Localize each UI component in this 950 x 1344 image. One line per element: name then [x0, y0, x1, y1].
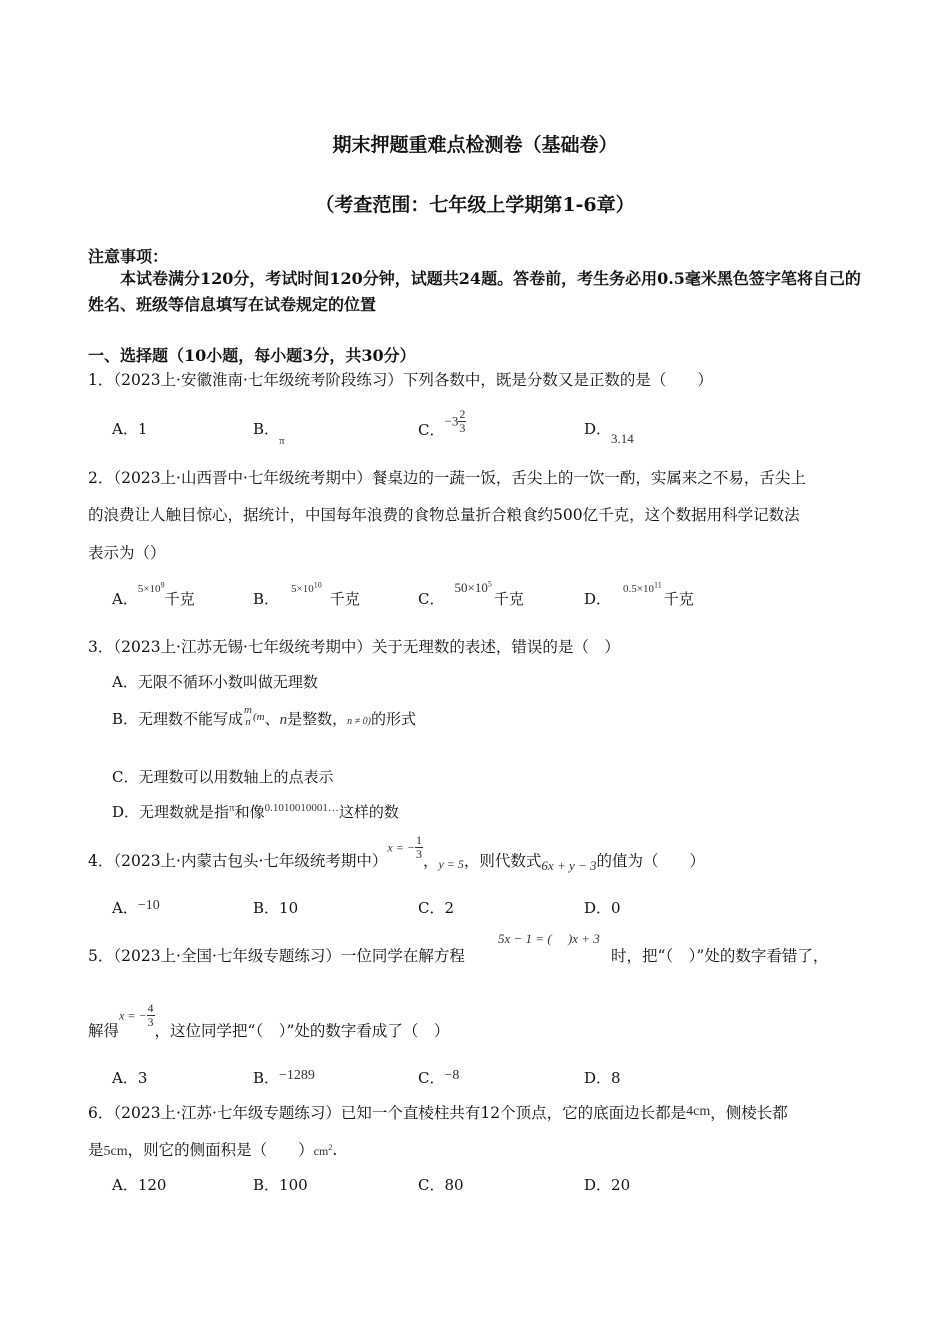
q6-mid-1: ，侧棱长都	[710, 1104, 788, 1122]
question-1-stem: 1．（2023上·安徽淮南·七年级统考阶段练习）下列各数中，既是分数又是正数的是（ ）	[88, 371, 713, 389]
q6-length-2: 5cm	[103, 1144, 128, 1159]
q5-x-eq: x = −	[119, 1008, 147, 1023]
question-2-line-3: 表示为（）	[88, 544, 166, 562]
q6-line-2-mid: ，则它的侧面积是（ ）	[127, 1141, 314, 1159]
q2-option-b-math	[291, 580, 322, 595]
q5-x-denominator: 3	[147, 1015, 154, 1029]
q5-option-d: D．8	[584, 1069, 621, 1087]
q2-option-c-unit: 千克	[493, 590, 524, 608]
q6-option-a: A．120	[112, 1176, 167, 1194]
q3-option-c: C．无理数可以用数轴上的点表示	[112, 768, 334, 786]
q3-option-b	[112, 704, 416, 728]
q3-option-d-post: 这样的数	[338, 803, 399, 821]
q2-option-b-label: B．	[253, 590, 280, 608]
q4-option-a-label: A．	[112, 899, 138, 917]
q3-option-b-paren: (m	[252, 711, 265, 723]
q2-option-a-label: A．	[112, 590, 138, 608]
q3-option-b-condition: n ≠ 0)	[347, 716, 371, 727]
q3-option-d-mid: 和像	[234, 803, 265, 821]
q5-line-2-pre: 解得	[88, 1021, 120, 1040]
q6-option-b: B．100	[253, 1176, 308, 1194]
q2-option-c-label: C．	[418, 590, 445, 608]
q2-option-d	[584, 576, 694, 608]
q4-option-d: D．0	[584, 899, 621, 917]
q2-option-b	[253, 576, 360, 608]
q2-c-exponent: 5	[487, 579, 492, 589]
q4-x-eq: x = −	[387, 840, 415, 855]
page-subtitle: （考查范围：七年级上学期第1-6章）	[315, 194, 635, 216]
q1-option-c	[418, 407, 466, 439]
q1-option-b-label: B．	[253, 420, 280, 438]
q3-option-b-fraction	[243, 704, 253, 728]
q1-c-numerator: 2	[459, 407, 466, 421]
question-4-stem	[88, 833, 706, 873]
q3-option-b-pre: B．无理数不能写成	[112, 710, 244, 728]
q2-option-b-unit: 千克	[329, 590, 360, 608]
q4-option-b: B．10	[253, 899, 299, 917]
q5-option-b	[253, 1063, 315, 1087]
q5-equation: 5x − 1 = ( )x + 3	[498, 931, 600, 946]
section-heading: 一、选择题（10小题，每小题3分，共30分）	[88, 346, 416, 365]
q2-b-base: 5×10	[291, 583, 314, 595]
q5-option-b-math: −1289	[279, 1068, 315, 1083]
q5-option-c-label: C．	[418, 1069, 445, 1087]
q3-option-b-post: 的形式	[370, 710, 416, 728]
q6-unit-base: cm	[313, 1144, 329, 1158]
q4-post: 的值为（ ）	[596, 851, 706, 870]
q2-option-a-unit: 千克	[164, 590, 195, 608]
q4-option-c: C．2	[418, 899, 455, 917]
q3-option-b-mid-2: 是整数，	[287, 710, 348, 728]
q4-mid: ，则代数式	[463, 851, 542, 870]
q1-option-c-fraction	[458, 408, 466, 435]
q5-option-c-math: −8	[444, 1068, 460, 1083]
q6-unit-exponent: 2	[328, 1143, 333, 1152]
question-2-line-2: 的浪费让人触目惊心，据统计，中国每年浪费的食物总量折合粮食约500亿千克，这个数据用科学记数法	[88, 506, 800, 524]
q4-option-a-math: −10	[137, 898, 160, 913]
notice-heading: 注意事项：	[88, 247, 169, 266]
q5-option-c	[418, 1063, 460, 1087]
q1-option-c-int: −3	[444, 413, 459, 429]
q6-pre: 6．（2023上·江苏·七年级专题练习）已知一个直棱柱共有12个顶点，它的底面边长都是	[88, 1104, 687, 1122]
q1-option-d-math: 3.14	[611, 431, 634, 446]
question-5-line-1-post: 时，把“（ ）”处的数字看错了，	[611, 947, 829, 965]
question-5-line-2	[88, 1001, 450, 1040]
q2-c-base: 50×10	[454, 580, 488, 595]
q3-b-denominator: n	[245, 716, 251, 728]
q1-option-b	[253, 418, 285, 447]
q3-option-d-pi: π	[229, 802, 235, 814]
question-3-stem: 3．（2023上·江苏无锡·七年级统考期中）关于无理数的表述，错误的是（ ）	[88, 638, 620, 656]
q6-option-c: C．80	[418, 1176, 464, 1194]
q4-x-numerator: 1	[415, 833, 422, 847]
q2-option-a-math	[137, 580, 165, 595]
q1-option-a: A．1	[112, 420, 148, 438]
q2-option-d-unit: 千克	[663, 590, 694, 608]
q5-line-2-post: ，这位同学把“（ ）”处的数字看成了（ ）	[154, 1021, 450, 1040]
q1-option-d	[584, 418, 634, 446]
q4-expression: 6x + y − 3	[541, 857, 597, 873]
q2-a-exponent: 9	[160, 580, 165, 590]
q4-y-eq: y = 5	[438, 856, 464, 871]
page-title: 期末押题重难点检测卷（基础卷）	[332, 134, 618, 156]
q6-line-2-pre: 是	[88, 1141, 104, 1159]
q6-option-d: D．20	[584, 1176, 631, 1194]
q4-comma: ，	[422, 851, 439, 870]
q2-option-d-math	[623, 580, 662, 595]
q2-d-base: 0.5×10	[623, 583, 654, 595]
q5-option-b-label: B．	[253, 1069, 280, 1087]
q4-x-fraction	[415, 834, 423, 861]
q4-pre: 4．（2023上·内蒙古包头·七年级统考期中）	[88, 851, 388, 870]
q3-option-a: A．无限不循环小数叫做无理数	[112, 673, 318, 691]
q2-b-exponent: 10	[313, 580, 322, 590]
q3-option-d-pre: D．无理数就是指	[112, 803, 230, 821]
q6-length-1: 4cm	[686, 1104, 711, 1119]
q2-option-a	[112, 576, 195, 608]
q3-option-d-number: 0.1010010001…	[264, 802, 339, 814]
question-6-line-2	[88, 1138, 337, 1160]
q5-x-numerator: 4	[147, 1001, 154, 1015]
q2-d-exponent: 11	[654, 580, 662, 590]
question-5-line-1-pre: 5．（2023上·全国·七年级专题练习）一位同学在解方程	[88, 947, 465, 965]
q3-b-numerator: m	[244, 704, 252, 716]
q2-a-base: 5×10	[137, 583, 161, 595]
q3-option-d	[112, 801, 399, 822]
notice-body: 本试卷满分120分，考试时间120分钟，试题共24题。答卷前，考生务必用0.5毫米黑色签字笔将自己的姓名、班级等信息填写在试卷规定的位置	[88, 269, 861, 314]
q3-option-b-n: n	[279, 712, 288, 728]
q4-option-a	[112, 893, 160, 917]
q6-unit	[314, 1144, 333, 1158]
q1-option-c-label: C．	[418, 420, 445, 439]
q6-end: .	[332, 1141, 338, 1159]
q1-option-b-math: π	[279, 435, 285, 447]
q1-option-d-label: D．	[584, 420, 612, 438]
q1-c-denominator: 3	[459, 421, 466, 435]
q4-x-denominator: 3	[415, 847, 422, 861]
q3-option-b-mid-1: 、	[264, 710, 280, 728]
q5-option-a: A．3	[112, 1069, 148, 1087]
q2-option-c-math	[454, 580, 491, 595]
q2-option-c	[418, 576, 524, 608]
q2-option-d-label: D．	[584, 590, 612, 608]
q5-x-fraction	[147, 1002, 155, 1029]
question-2-line-1: 2．（2023上·山西晋中·七年级统考期中）餐桌边的一蔬一饭，舌尖上的一饮一酌，实属来之不易，舌尖上	[88, 469, 806, 487]
question-6-line-1	[88, 1101, 788, 1123]
